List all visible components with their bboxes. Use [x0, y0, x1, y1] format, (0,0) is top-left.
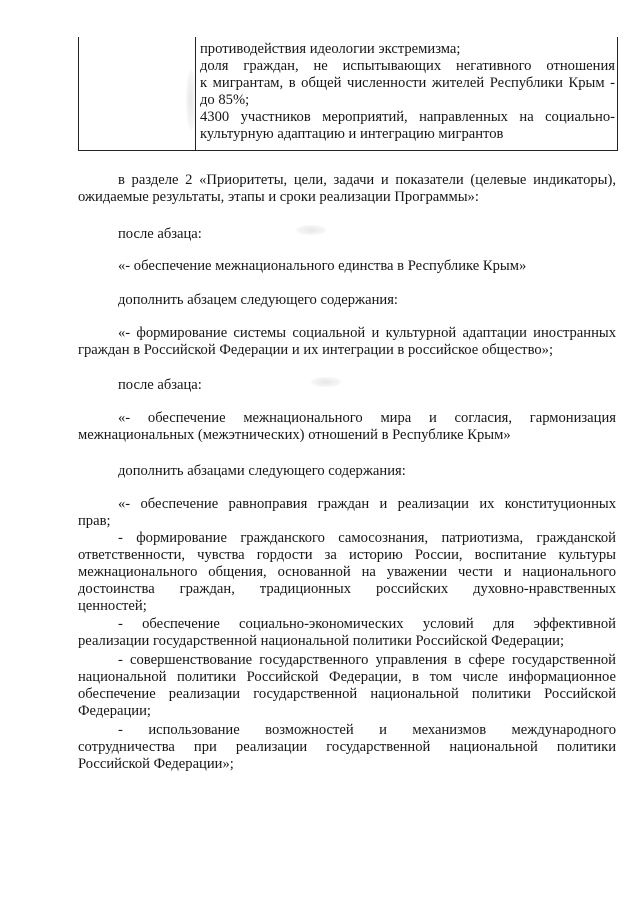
- text-line: межнационального общения, основанной на уважении чести и национального: [78, 564, 616, 580]
- table-line: противодействия идеологии экстремизма;: [200, 41, 461, 57]
- paragraph-section-2: [78, 172, 616, 206]
- table-empty-cell: [79, 37, 196, 150]
- indicators-table: [78, 37, 618, 151]
- text-line: дополнить абзацем следующего содержания:: [118, 292, 398, 308]
- text-line: «- обеспечение межнационального мира и согласия, гармонизация: [118, 410, 616, 426]
- table-line: культурную адаптацию и интеграцию мигрантов: [200, 126, 504, 142]
- table-line: до 85%;: [200, 92, 250, 108]
- text-line: национальной политики Российской Федерации, в том числе информационное: [78, 669, 616, 685]
- paragraph-list-5: [78, 722, 616, 773]
- paragraph-quote-3: [78, 410, 616, 444]
- text-line: «- обеспечение равноправия граждан и реализации их конституционных: [118, 496, 616, 512]
- scan-smudge: [296, 225, 326, 235]
- text-line: ожидаемые результаты, этапы и сроки реализации Программы»:: [78, 189, 479, 205]
- text-line: ответственности, чувства гордости за историю России, воспитание культуры: [78, 547, 616, 563]
- text-line: граждан в Российской Федерации и их интеграции в российское общество»;: [78, 342, 554, 358]
- text-line: после абзаца:: [118, 226, 202, 242]
- table-line: доля граждан, не испытывающих негативного отношения: [200, 58, 615, 74]
- text-line: прав;: [78, 513, 111, 529]
- paragraph-quote-2: [78, 325, 616, 359]
- table-text-cell: [200, 41, 615, 143]
- text-line: дополнить абзацами следующего содержания:: [118, 463, 406, 479]
- text-line: «- формирование системы социальной и культурной адаптации иностранных: [118, 325, 616, 341]
- paragraph-list-1: [78, 496, 616, 530]
- text-line: после абзаца:: [118, 377, 202, 393]
- text-line: межнациональных (межэтнических) отношений в Республике Крым»: [78, 427, 511, 443]
- text-line: обеспечение реализации государственной национальной политики Российской: [78, 686, 616, 702]
- text-line: достоинства граждан, традиционных российских духовно-нравственных: [78, 581, 616, 597]
- paragraph-add: [78, 292, 616, 309]
- paragraph-quote-1: [78, 258, 616, 275]
- text-line: - совершенствование государственного управления в сфере государственной: [118, 652, 616, 668]
- paragraph-list-4: [78, 652, 616, 720]
- paragraph-add-2: [78, 463, 616, 480]
- paragraph-after: [78, 226, 616, 243]
- paragraph-list-3: [78, 616, 616, 650]
- text-line: - использование возможностей и механизмов международного: [118, 722, 616, 738]
- text-line: «- обеспечение межнационального единства в Республике Крым»: [118, 258, 527, 274]
- scan-smudge: [186, 70, 196, 130]
- text-line: в разделе 2 «Приоритеты, цели, задачи и показатели (целевые индикаторы),: [118, 172, 616, 188]
- text-line: сотрудничества при реализации государственной национальной политики: [78, 739, 616, 755]
- scan-smudge: [311, 377, 341, 387]
- paragraph-after-2: [78, 377, 616, 394]
- text-line: Российской Федерации»;: [78, 756, 234, 772]
- text-line: - формирование гражданского самосознания, патриотизма, гражданской: [118, 530, 616, 546]
- text-line: - обеспечение социально-экономических условий для эффективной: [118, 616, 616, 632]
- table-line: 4300 участников мероприятий, направленных на социально-: [200, 109, 615, 125]
- text-line: реализации государственной национальной политики Российской Федерации;: [78, 633, 565, 649]
- text-line: ценностей;: [78, 598, 147, 614]
- paragraph-list-2: [78, 530, 616, 615]
- text-line: Федерации;: [78, 703, 151, 719]
- table-line: к мигрантам, в общей численности жителей Республики Крым -: [200, 75, 615, 91]
